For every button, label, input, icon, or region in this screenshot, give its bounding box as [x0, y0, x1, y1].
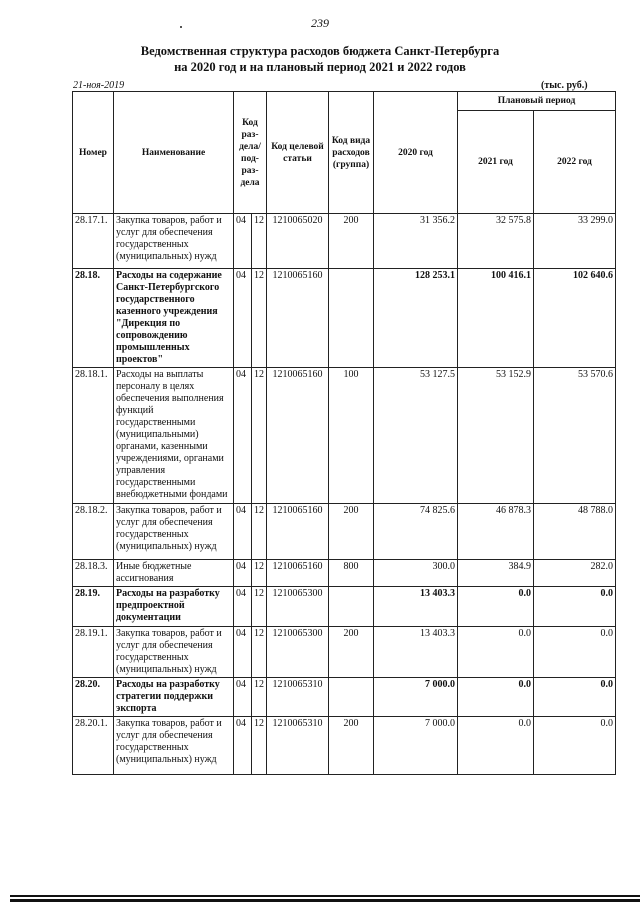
row-value-2021: 53 152.9 — [458, 368, 534, 504]
row-subsection: 12 — [252, 717, 267, 775]
header-2021: 2021 год — [458, 111, 534, 214]
row-name: Расходы на разработку стратегии поддержки экспорта — [114, 678, 234, 717]
row-section: 04 — [234, 587, 252, 627]
row-value-2022: 282.0 — [534, 560, 616, 587]
row-section: 04 — [234, 504, 252, 560]
row-section: 04 — [234, 560, 252, 587]
table-row — [73, 560, 616, 587]
row-value-2022: 33 299.0 — [534, 214, 616, 269]
header-name: Наименование — [114, 92, 234, 214]
header-number: Номер — [73, 92, 114, 214]
row-subsection: 12 — [252, 627, 267, 678]
page-number: 239 — [311, 16, 329, 30]
row-number: 28.18. — [73, 269, 114, 368]
row-value-2022: 0.0 — [534, 717, 616, 775]
row-subsection: 12 — [252, 587, 267, 627]
table-row — [73, 678, 616, 717]
row-value-2020: 300.0 — [374, 560, 458, 587]
row-value-2021: 0.0 — [458, 587, 534, 627]
header-2020: 2020 год — [374, 92, 458, 214]
row-target-code: 1210065310 — [267, 678, 329, 717]
row-value-2021: 0.0 — [458, 627, 534, 678]
row-subsection: 12 — [252, 560, 267, 587]
row-value-2020: 53 127.5 — [374, 368, 458, 504]
row-value-2020: 13 403.3 — [374, 627, 458, 678]
row-number: 28.19.1. — [73, 627, 114, 678]
table-row — [73, 504, 616, 560]
row-expense-type: 800 — [329, 560, 374, 587]
row-value-2022: 102 640.6 — [534, 269, 616, 368]
table-row — [73, 214, 616, 269]
row-subsection: 12 — [252, 368, 267, 504]
row-subsection: 12 — [252, 214, 267, 269]
row-section: 04 — [234, 678, 252, 717]
row-target-code: 1210065160 — [267, 269, 329, 368]
row-section: 04 — [234, 717, 252, 775]
row-section: 04 — [234, 627, 252, 678]
row-expense-type — [329, 587, 374, 627]
bottom-rule — [10, 895, 640, 897]
row-section: 04 — [234, 368, 252, 504]
header-target: Код целевой статьи — [267, 92, 329, 214]
row-value-2020: 7 000.0 — [374, 678, 458, 717]
row-number: 28.18.2. — [73, 504, 114, 560]
title-line-1: Ведомственная структура расходов бюджета Санкт-Петербурга — [140, 44, 500, 58]
row-number: 28.19. — [73, 587, 114, 627]
row-value-2021: 0.0 — [458, 717, 534, 775]
row-value-2020: 31 356.2 — [374, 214, 458, 269]
row-number: 28.17.1. — [73, 214, 114, 269]
row-expense-type: 200 — [329, 504, 374, 560]
header-expense-type: Код вида расходов (группа) — [329, 92, 374, 214]
row-expense-type: 200 — [329, 627, 374, 678]
row-target-code: 1210065020 — [267, 214, 329, 269]
row-value-2021: 0.0 — [458, 678, 534, 717]
row-target-code: 1210065160 — [267, 560, 329, 587]
row-name: Иные бюджетные ассигнования — [114, 560, 234, 587]
bottom-rule-thick — [10, 899, 640, 902]
row-target-code: 1210065160 — [267, 368, 329, 504]
row-section: 04 — [234, 269, 252, 368]
row-target-code: 1210065310 — [267, 717, 329, 775]
row-value-2022: 0.0 — [534, 587, 616, 627]
document-title — [0, 43, 640, 75]
row-number: 28.20. — [73, 678, 114, 717]
header-row-top — [73, 92, 616, 111]
scan-speck — [180, 26, 182, 28]
row-value-2021: 384.9 — [458, 560, 534, 587]
row-value-2020: 74 825.6 — [374, 504, 458, 560]
row-name: Закупка товаров, работ и услуг для обеспечения государственных (муниципальных) нужд — [114, 627, 234, 678]
row-value-2022: 0.0 — [534, 678, 616, 717]
row-value-2022: 53 570.6 — [534, 368, 616, 504]
row-target-code: 1210065160 — [267, 504, 329, 560]
header-2022: 2022 год — [534, 111, 616, 214]
row-value-2020: 128 253.1 — [374, 269, 458, 368]
table-row — [73, 717, 616, 775]
document-date: 21-ноя-2019 — [73, 80, 125, 91]
row-name: Закупка товаров, работ и услуг для обеспечения государственных (муниципальных) нужд — [114, 504, 234, 560]
row-value-2021: 32 575.8 — [458, 214, 534, 269]
row-target-code: 1210065300 — [267, 627, 329, 678]
row-section: 04 — [234, 214, 252, 269]
row-value-2020: 7 000.0 — [374, 717, 458, 775]
row-expense-type — [329, 269, 374, 368]
row-value-2022: 0.0 — [534, 627, 616, 678]
header-section: Код раз- дела/ под- раз- дела — [234, 92, 267, 214]
row-number: 28.18.1. — [73, 368, 114, 504]
row-name: Закупка товаров, работ и услуг для обеспечения государственных (муниципальных) нужд — [114, 717, 234, 775]
row-subsection: 12 — [252, 678, 267, 717]
table-row — [73, 368, 616, 504]
row-value-2021: 46 878.3 — [458, 504, 534, 560]
table-row — [73, 627, 616, 678]
row-value-2022: 48 788.0 — [534, 504, 616, 560]
row-number: 28.18.3. — [73, 560, 114, 587]
header-planned-period: Плановый период — [458, 92, 616, 111]
row-expense-type: 200 — [329, 717, 374, 775]
row-number: 28.20.1. — [73, 717, 114, 775]
row-subsection: 12 — [252, 504, 267, 560]
row-name: Расходы на разработку предпроектной документации — [114, 587, 234, 627]
budget-table — [72, 91, 616, 775]
row-name: Закупка товаров, работ и услуг для обеспечения государственных (муниципальных) нужд — [114, 214, 234, 269]
row-target-code: 1210065300 — [267, 587, 329, 627]
row-subsection: 12 — [252, 269, 267, 368]
units-label: (тыс. руб.) — [541, 80, 588, 91]
title-line-2: на 2020 год и на плановый период 2021 и 2022 годов — [174, 60, 466, 74]
row-name: Расходы на выплаты персоналу в целях обеспечения выполнения функций государственными (муниципальными) органами, казенными учреждениями, органами управления государственными внебюджетными фондами — [114, 368, 234, 504]
row-expense-type — [329, 678, 374, 717]
row-value-2020: 13 403.3 — [374, 587, 458, 627]
table-row — [73, 587, 616, 627]
row-value-2021: 100 416.1 — [458, 269, 534, 368]
row-expense-type: 200 — [329, 214, 374, 269]
table-row — [73, 269, 616, 368]
table-body — [73, 214, 616, 775]
row-name: Расходы на содержание Санкт-Петербургского государственного казенного учреждения "Дирекция по сопровождению промышленных проектов" — [114, 269, 234, 368]
row-expense-type: 100 — [329, 368, 374, 504]
